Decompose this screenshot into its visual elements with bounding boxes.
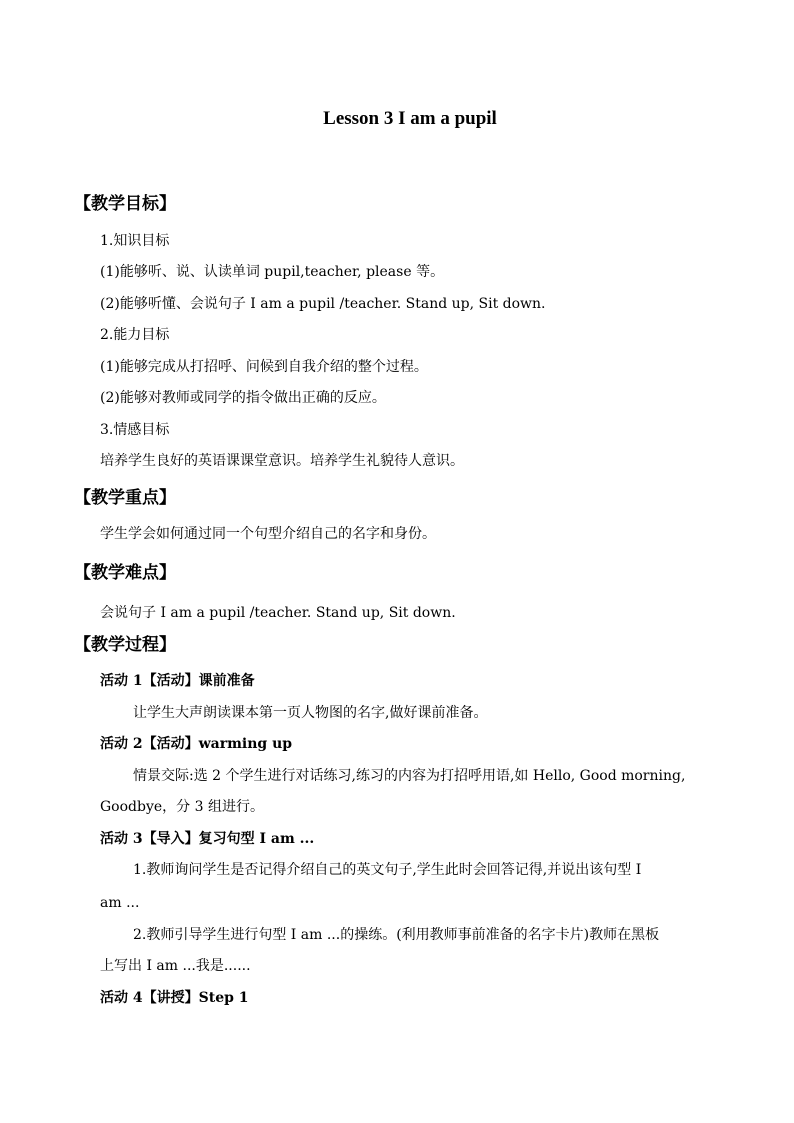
process-heading: 【教学过程】 xyxy=(74,635,176,655)
difficulties-heading: 【教学难点】 xyxy=(74,563,176,583)
objective-line: (2)能够对教师或同学的指令做出正确的反应。 xyxy=(100,390,386,406)
difficulties-text: 会说句子 I am a pupil /teacher. Stand up, Sit down. xyxy=(100,605,456,621)
objective-line: 1.知识目标 xyxy=(100,233,170,249)
activity-heading: 活动 2【活动】warming up xyxy=(100,736,293,752)
objective-line: 培养学生良好的英语课课堂意识。培养学生礼貌待人意识。 xyxy=(100,453,464,469)
key-points-heading: 【教学重点】 xyxy=(74,488,176,508)
activity-line: Goodbye，分 3 组进行。 xyxy=(100,799,264,815)
activity-heading: 活动 3【导入】复习句型 I am ... xyxy=(100,831,315,847)
objective-line: (2)能够听懂、会说句子 I am a pupil /teacher. Stand up, Sit down. xyxy=(100,296,546,312)
lesson-title: Lesson 3 I am a pupil xyxy=(323,108,497,129)
activity-heading: 活动 4【讲授】Step 1 xyxy=(100,990,249,1006)
objective-line: 2.能力目标 xyxy=(100,327,170,343)
activity-line: 上写出 I am ...我是...... xyxy=(100,958,251,974)
objective-line: (1)能够完成从打招呼、问候到自我介绍的整个过程。 xyxy=(100,359,428,375)
objective-line: 3.情感目标 xyxy=(100,422,170,438)
objectives-heading: 【教学目标】 xyxy=(74,194,176,214)
activity-heading: 活动 1【活动】课前准备 xyxy=(100,673,255,689)
activity-line: 情景交际:选 2 个学生进行对话练习,练习的内容为打招呼用语,如 Hello, Good morning, xyxy=(133,768,686,784)
objective-line: (1)能够听、说、认读单词 pupil,teacher, please 等。 xyxy=(100,264,445,280)
activity-line: 2.教师引导学生进行句型 I am ...的操练。(利用教师事前准备的名字卡片)教师在黑板 xyxy=(133,927,660,943)
activity-line: am ... xyxy=(100,895,140,911)
activity-line: 让学生大声朗读课本第一页人物图的名字,做好课前准备。 xyxy=(133,705,488,721)
key-points-text: 学生学会如何通过同一个句型介绍自己的名字和身份。 xyxy=(100,526,436,542)
activity-line: 1.教师询问学生是否记得介绍自己的英文句子,学生此时会回答记得,并说出该句型 I xyxy=(133,862,642,878)
